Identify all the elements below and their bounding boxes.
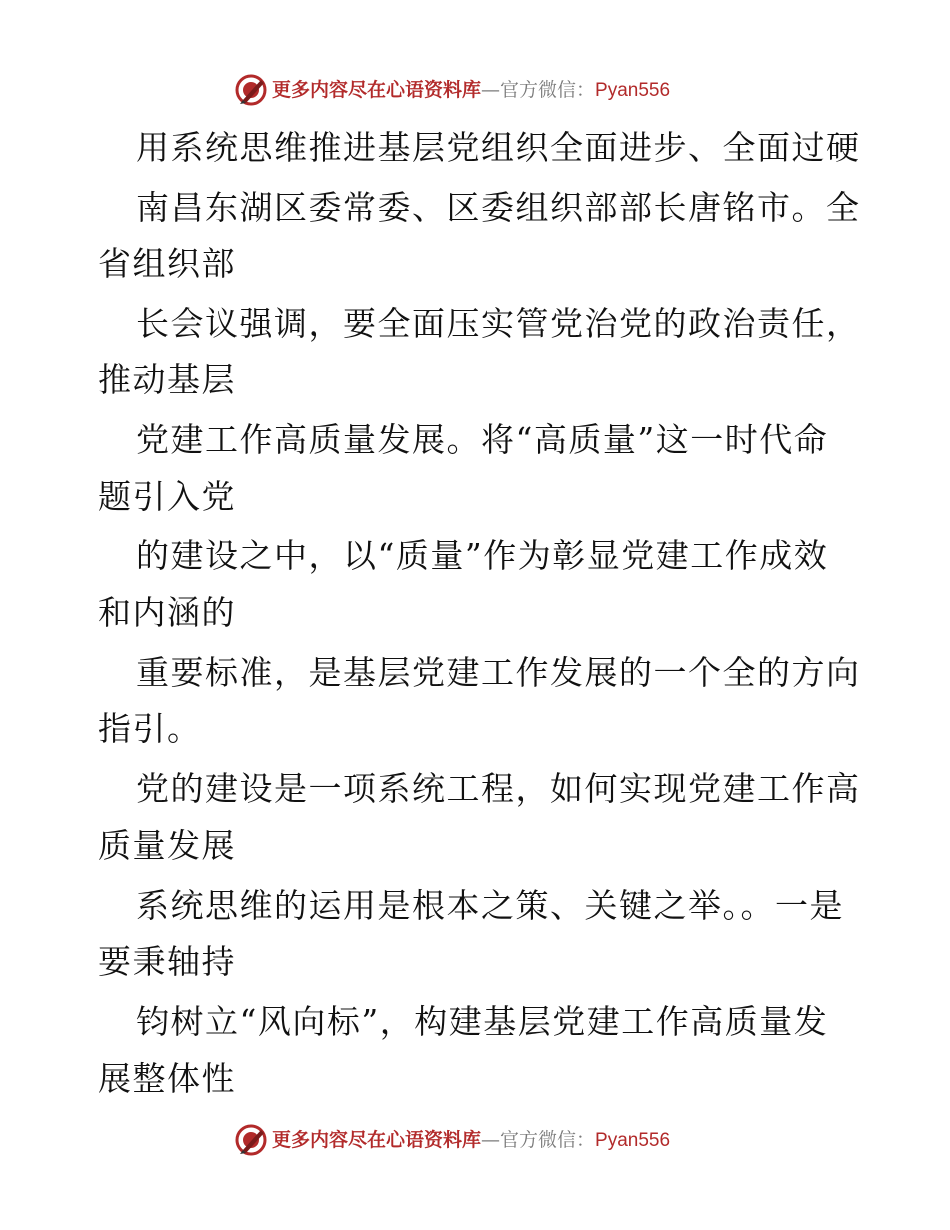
text-line: 钧树立“风向标”，构建基层党建工作高质量发 [136,1002,829,1041]
text-line: 重要标准，是基层党建工作发展的一个全的方向 [136,653,861,692]
text-line: 指引。 [98,709,202,748]
text-line: 质量发展 [98,826,236,865]
text-line: 党建工作高质量发展。将“高质量”这一时代命 [136,420,829,459]
text-line: 长会议强调，要全面压实管党治党的政治责任， [136,304,861,343]
header-banner [0,70,950,110]
text-line: 题引入党 [98,477,236,516]
banner-site-name: 更多内容尽在心语资料库 [272,79,482,101]
text-line: 党的建设是一项系统工程，如何实现党建工作高 [136,769,861,808]
pen-logo-icon [234,73,268,107]
text-line: 和内涵的 [98,593,236,632]
text-line: 省组织部 [98,244,236,283]
text-line: 的建设之中，以“质量”作为彰显党建工作成效 [136,536,829,575]
text-line: 要秉轴持 [98,942,236,981]
banner-wechat-id: Pyan556 [595,1130,671,1151]
banner-wechat-label: 官方微信： [500,79,596,101]
banner-text [272,78,670,103]
banner-text [272,1128,670,1153]
banner-site-name: 更多内容尽在心语资料库 [272,1129,482,1151]
banner-dash: — [481,1129,501,1151]
document-title: 用系统思维推进基层党组织全面进步、全面过硬 [136,128,861,167]
text-line: 展整体性 [98,1059,236,1098]
text-line: 推动基层 [98,360,236,399]
text-line: 系统思维的运用是根本之策、关键之举。。一是 [136,886,844,925]
banner-wechat-id: Pyan556 [595,80,671,101]
text-line: 南昌东湖区委常委、区委组织部部长唐铭市。全 [136,188,861,227]
pen-logo-icon [234,1123,268,1157]
footer-banner [0,1120,950,1160]
banner-dash: — [481,79,501,101]
banner-wechat-label: 官方微信： [500,1129,596,1151]
